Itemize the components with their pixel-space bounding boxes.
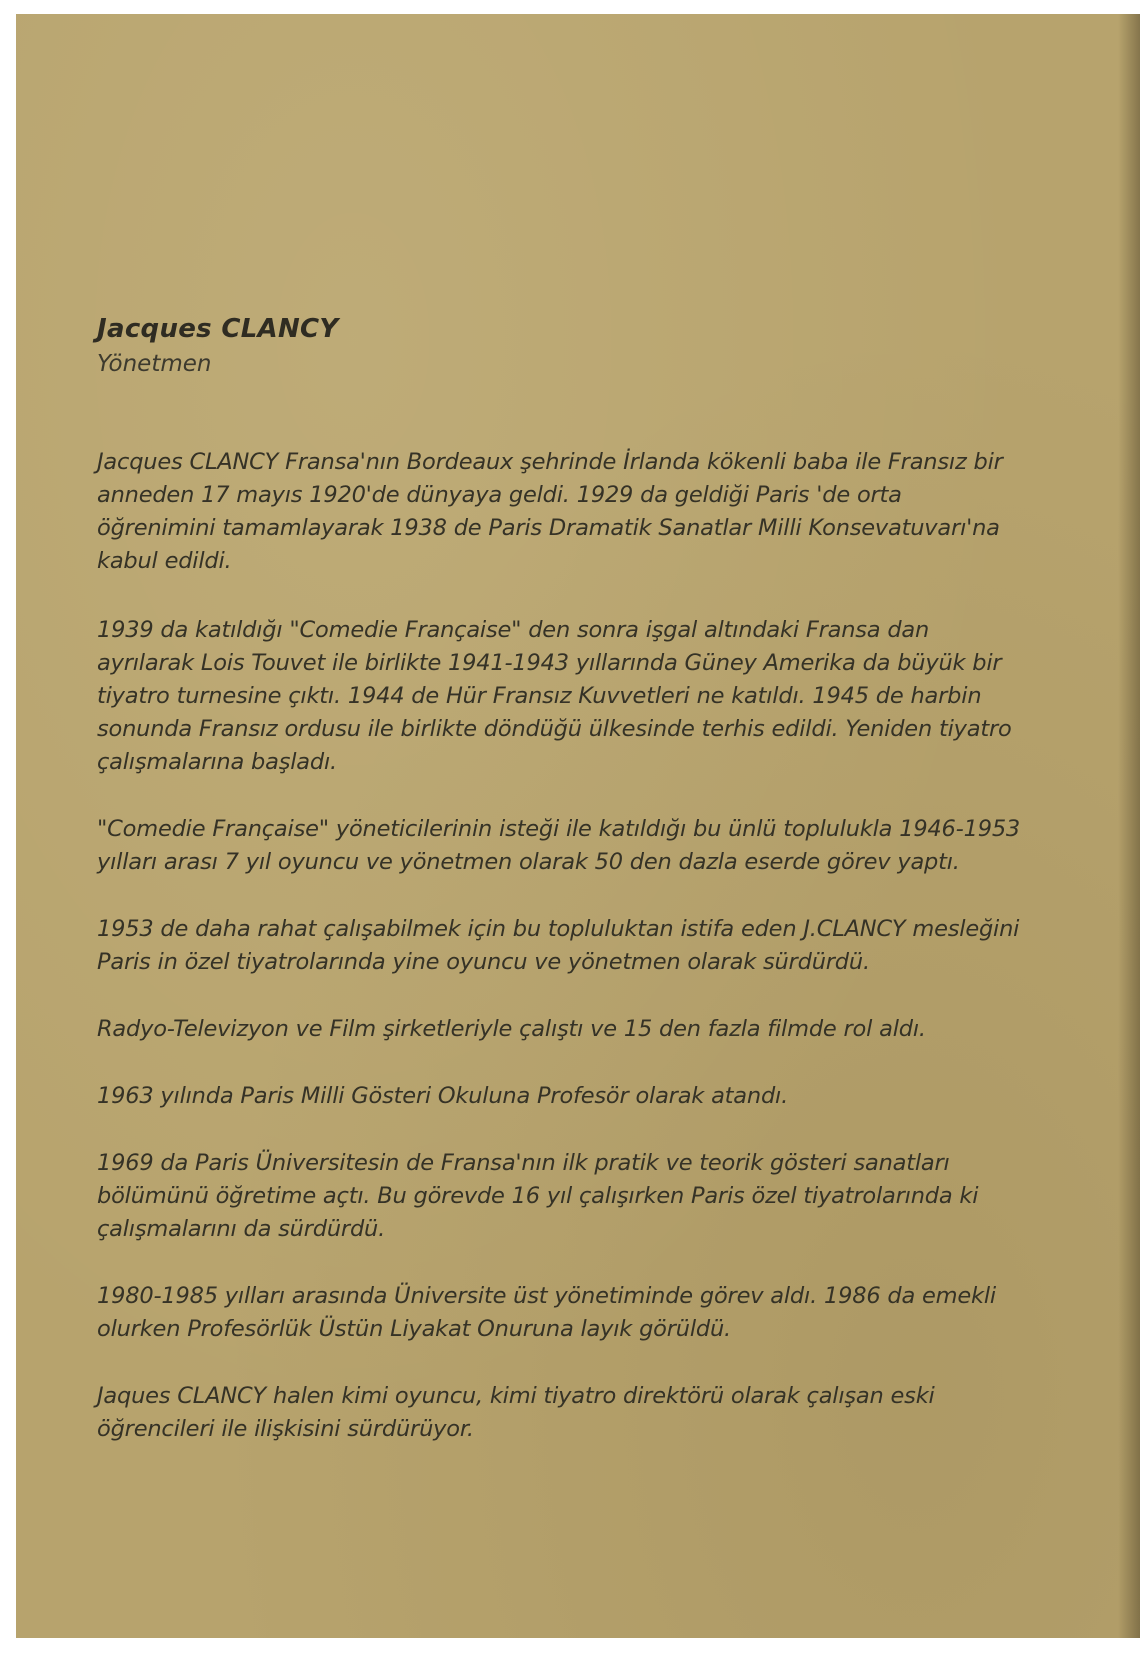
- biography-body: [97, 446, 1027, 1446]
- person-role: Yönetmen: [97, 351, 212, 377]
- paragraph-students: Jaques CLANCY halen kimi oyuncu, kimi tiyatro direktörü olarak çalışan eski öğrencileri ile ilişkisini sürdürüyor.: [97, 1383, 935, 1442]
- biography: [97, 312, 1027, 1480]
- paragraph-private-theatres: 1953 de daha rahat çalışabilmek için bu topluluktan istifa eden J.CLANCY mesleğini Paris in özel tiyatrolarında yine oyuncu ve yönetmen olarak sürdürdü.: [97, 916, 1020, 975]
- document-page: [16, 14, 1140, 1638]
- paragraph-birth-education: Jacques CLANCY Fransa'nın Bordeaux şehrinde İrlanda kökenli baba ile Fransız bir anneden 17 mayıs 1920'de dünyaya geldi. 1929 da geldiği Paris 'de orta öğrenimini tamamlayarak 1938 de Paris Dramatik Sanatlar Milli Konsevatuvarı'na kabul edildi.: [97, 449, 1003, 574]
- paragraph-professor: 1963 yılında Paris Milli Gösteri Okuluna Profesör olarak atandı.: [97, 1083, 789, 1109]
- paragraph-administration: 1980-1985 yılları arasında Üniversite üst yönetiminde görev aldı. 1986 da emekli olurken Profesörlük Üstün Liyakat Onuruna layık görüldü.: [97, 1283, 996, 1342]
- paragraph-university: 1969 da Paris Üniversitesin de Fransa'nın ilk pratik ve teorik gösteri sanatları bölümünü öğretime açtı. Bu görevde 16 yıl çalışırken Paris özel tiyatrolarında ki çalışmalarını da sürdürdü.: [97, 1150, 979, 1242]
- paragraph-radio-film: Radyo-Televizyon ve Film şirketleriyle çalıştı ve 15 den fazla filmde rol aldı.: [97, 1016, 926, 1042]
- paragraph-comedie-francaise: "Comedie Française" yöneticilerinin isteği ile katıldığı bu ünlü toplulukla 1946-1953 yılları arası 7 yıl oyuncu ve yönetmen olarak 50 den dazla eserde görev yaptı.: [97, 816, 1021, 875]
- page-edge-shadow: [1118, 14, 1140, 1638]
- paragraph-war-years: 1939 da katıldığı "Comedie Française" den sonra işgal altındaki Fransa dan ayrılarak Lois Touvet ile birlikte 1941-1943 yıllarında Güney Amerika da büyük bir tiyatro turnesine çıktı. 1944 de Hür Fransız Kuvvetleri ne katıldı. 1945 de harbin sonunda Fransız ordusu ile birlikte döndüğü ülkesinde terhis edildi. Yeniden tiyatro çalışmalarına başladı.: [97, 617, 1012, 775]
- person-name: Jacques CLANCY: [97, 314, 339, 344]
